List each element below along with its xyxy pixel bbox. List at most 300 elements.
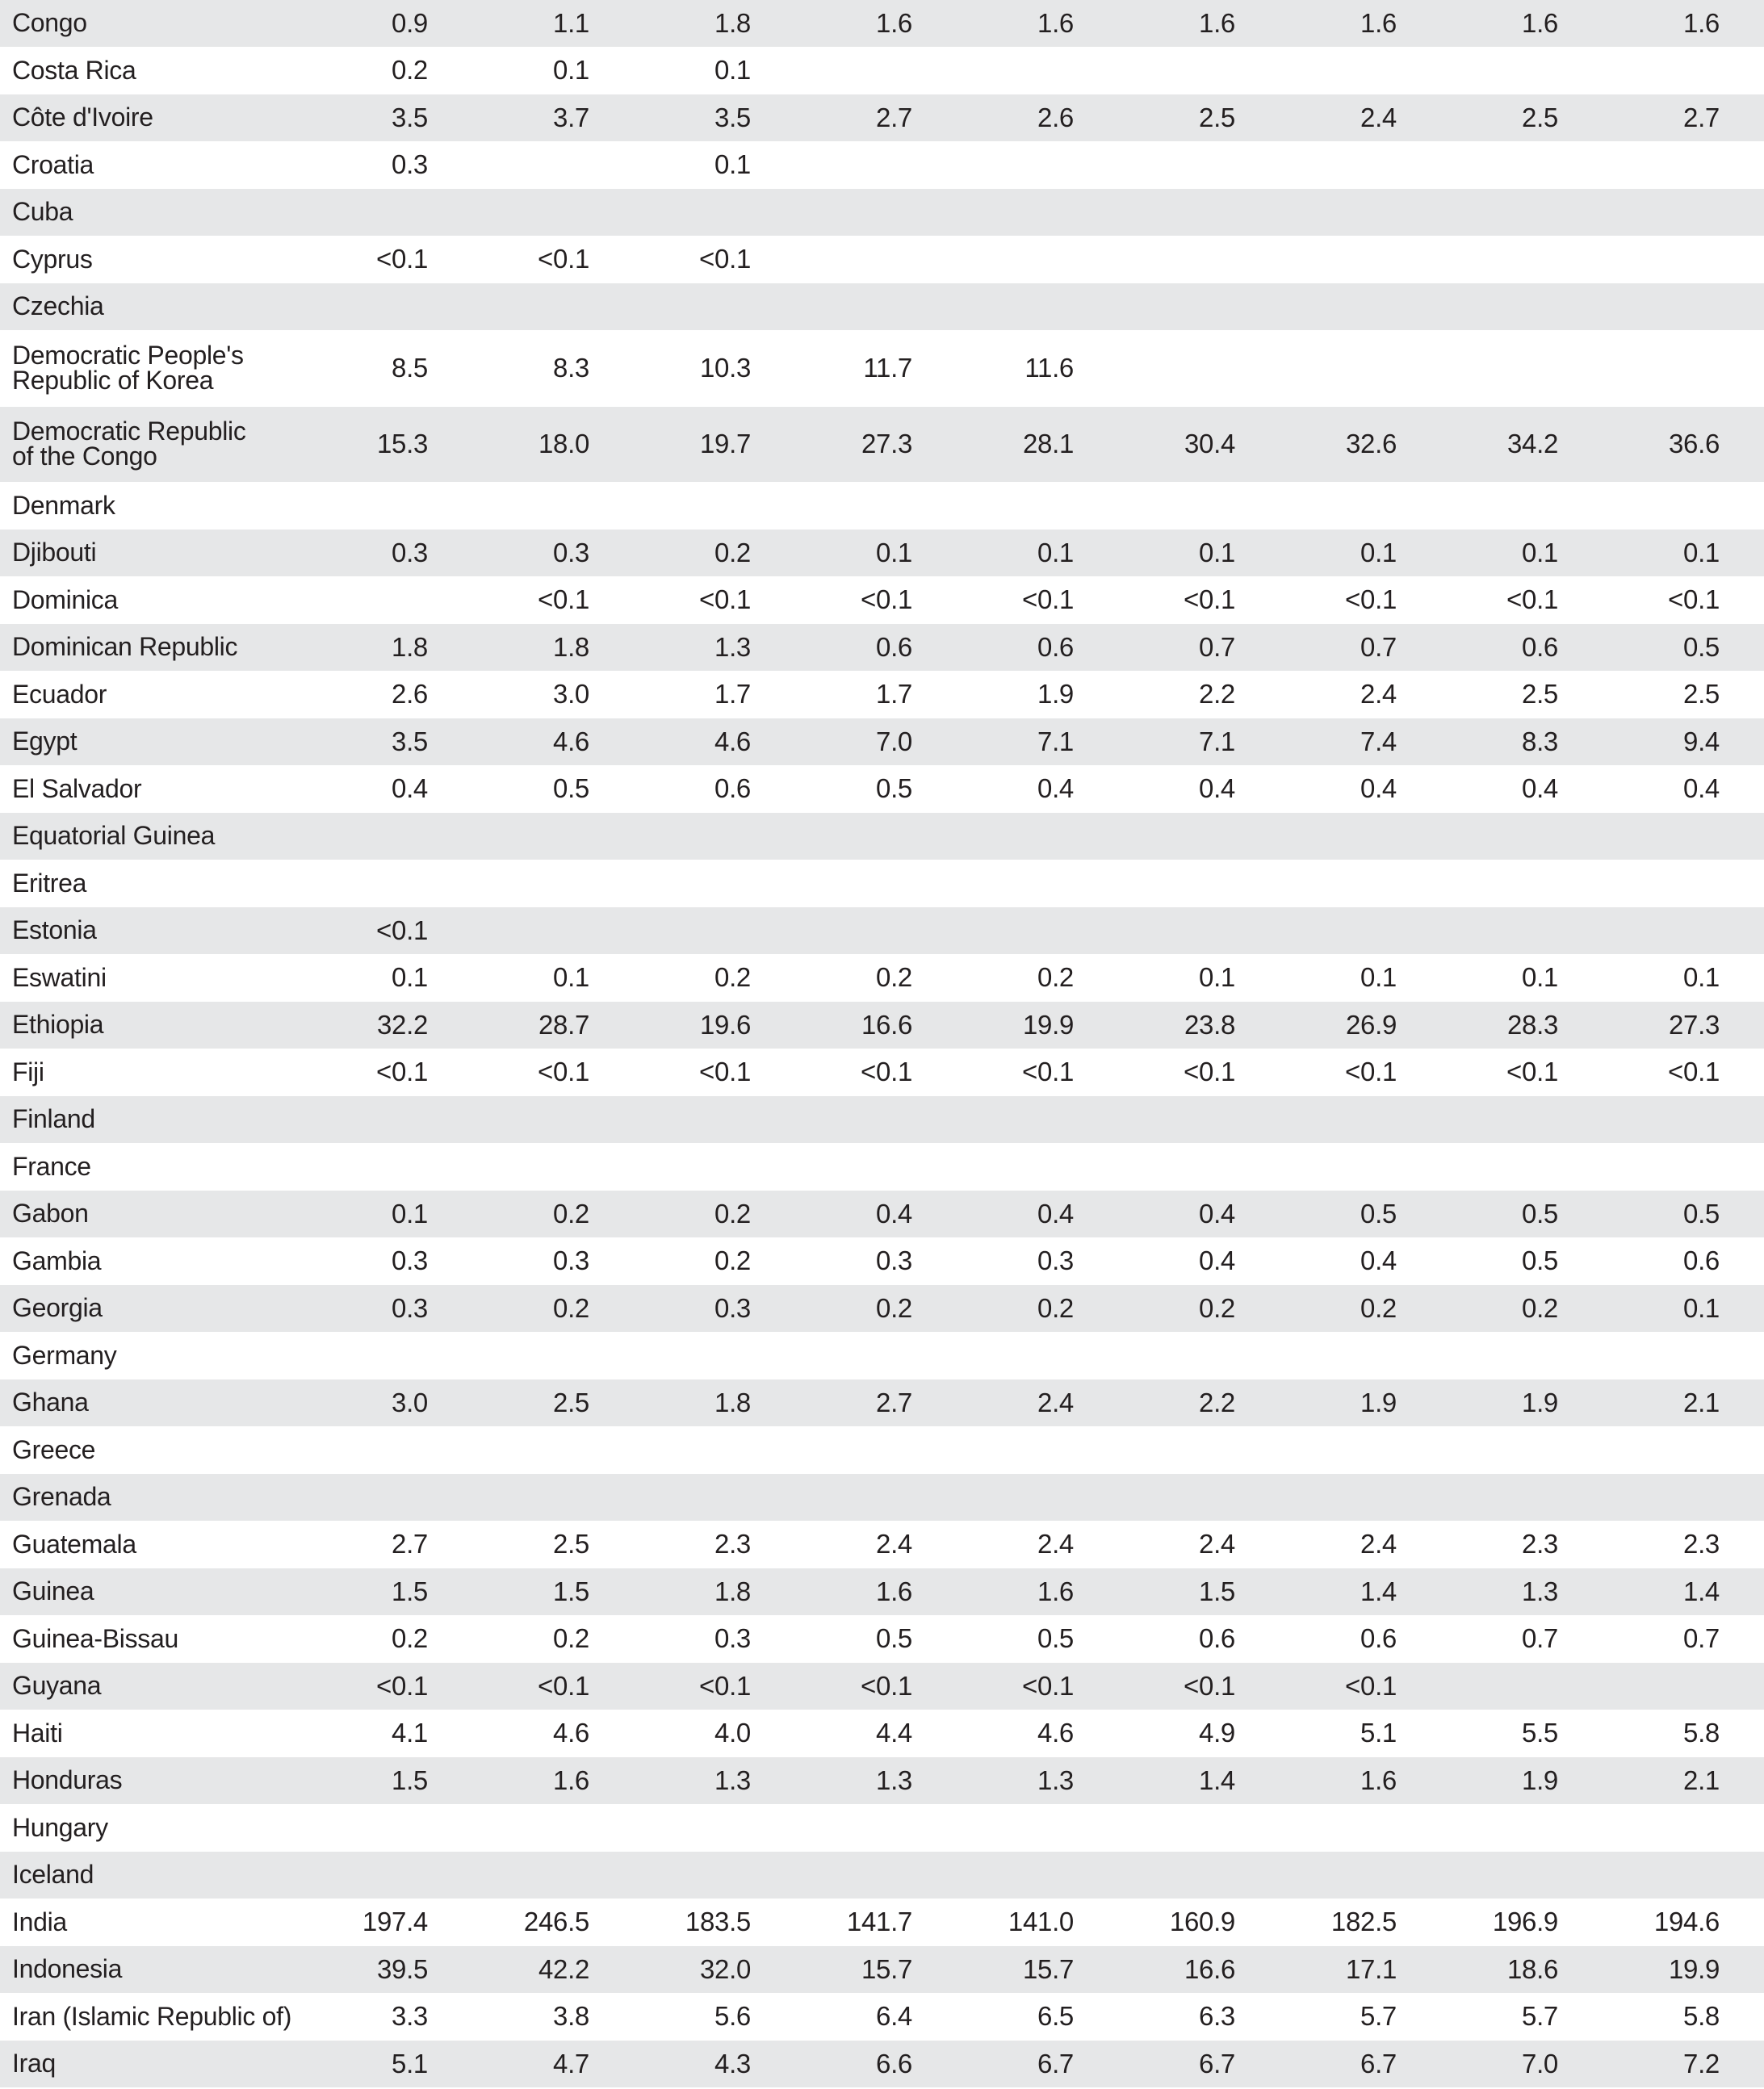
value-cell: 1.6: [1360, 1765, 1397, 1795]
value-cell: 30.4: [1184, 429, 1235, 458]
value-cell: <0.1: [861, 1670, 912, 1701]
value-cell: 4.6: [1037, 1718, 1074, 1748]
country-cell: Croatia: [12, 149, 94, 179]
value-cell: 2.5: [1199, 102, 1235, 132]
value-cell: 0.6: [1683, 1245, 1720, 1276]
value-cell: 1.9: [1360, 1387, 1397, 1417]
value-cell: 4.4: [876, 1718, 912, 1748]
value-cell: 0.6: [714, 773, 751, 804]
value-cell: 0.1: [392, 1198, 428, 1229]
table-row: [0, 1805, 1764, 1852]
value-cell: [1397, 907, 1558, 954]
value-cell: [428, 1474, 589, 1521]
value-cell: 141.0: [1008, 1907, 1074, 1937]
value-cell: <0.1: [1506, 584, 1558, 615]
value-cell: 32.6: [1345, 429, 1397, 458]
value-cell: <0.1: [1668, 1057, 1720, 1087]
value-cell: 4.9: [1199, 1718, 1235, 1748]
value-cell: [589, 860, 751, 907]
value-cell: 2.5: [553, 1387, 589, 1417]
value-cell: [266, 189, 428, 236]
value-cell: [589, 1333, 751, 1379]
table-row: [0, 672, 1764, 719]
value-cell: [912, 189, 1074, 236]
value-cell: 5.8: [1683, 1718, 1720, 1748]
value-cell: [1558, 1333, 1720, 1379]
value-cell: 0.1: [1037, 537, 1074, 567]
value-cell: 0.5: [876, 1623, 912, 1654]
country-cell: Democratic People's Republic of Korea: [12, 341, 244, 395]
value-cell: [912, 860, 1074, 907]
value-cell: 0.1: [1683, 962, 1720, 993]
value-cell: [266, 1852, 428, 1899]
value-cell: [266, 1333, 428, 1379]
value-cell: [1074, 1474, 1235, 1521]
value-cell: 19.9: [1022, 1009, 1074, 1040]
value-cell: 3.0: [553, 679, 589, 710]
table-row: [0, 766, 1764, 814]
value-cell: <0.1: [699, 1670, 751, 1701]
value-cell: 0.5: [1522, 1245, 1558, 1276]
country-cell: Denmark: [12, 490, 115, 520]
country-cell: Haiti: [12, 1718, 63, 1748]
value-cell: <0.1: [1345, 1670, 1397, 1701]
value-cell: [589, 1144, 751, 1191]
value-cell: 10.3: [699, 353, 751, 383]
value-cell: 0.4: [1360, 1245, 1397, 1276]
value-cell: 2.1: [1683, 1387, 1720, 1417]
value-cell: [751, 237, 912, 283]
value-cell: 15.3: [376, 429, 428, 458]
value-cell: [428, 1144, 589, 1191]
value-cell: 1.3: [1522, 1576, 1558, 1606]
value-cell: 5.1: [392, 2048, 428, 2079]
value-cell: 0.7: [1683, 1623, 1720, 1654]
value-cell: [1235, 1852, 1397, 1899]
value-cell: 1.3: [876, 1765, 912, 1795]
value-cell: [1397, 331, 1558, 406]
value-cell: 0.2: [876, 1292, 912, 1323]
value-cell: 0.2: [714, 537, 751, 567]
value-cell: 0.3: [392, 1245, 428, 1276]
value-cell: [912, 1096, 1074, 1143]
value-cell: <0.1: [376, 1057, 428, 1087]
value-cell: 1.3: [1037, 1765, 1074, 1795]
table-row: [0, 1522, 1764, 1569]
value-cell: 27.3: [861, 429, 912, 458]
table-row: [0, 237, 1764, 284]
value-cell: 1.8: [714, 1576, 751, 1606]
value-cell: <0.1: [538, 1670, 589, 1701]
value-cell: 2.3: [1683, 1529, 1720, 1559]
country-cell: Cyprus: [12, 244, 93, 274]
value-cell: [1074, 860, 1235, 907]
value-cell: [1558, 1663, 1720, 1710]
value-cell: [1074, 1805, 1235, 1852]
value-cell: 194.6: [1653, 1907, 1720, 1937]
value-cell: [1558, 1427, 1720, 1474]
value-cell: [589, 907, 751, 954]
value-cell: 0.3: [714, 1292, 751, 1323]
country-cell: Iceland: [12, 1860, 94, 1890]
value-cell: [1235, 907, 1397, 954]
value-cell: [751, 48, 912, 94]
country-cell: Germany: [12, 1340, 117, 1370]
value-cell: 0.1: [876, 537, 912, 567]
value-cell: [1397, 1333, 1558, 1379]
value-cell: 0.6: [1360, 1623, 1397, 1654]
value-cell: 0.2: [392, 55, 428, 86]
table-row: [0, 1852, 1764, 1899]
value-cell: 0.4: [1037, 773, 1074, 804]
value-cell: 0.6: [1199, 1623, 1235, 1654]
value-cell: 0.3: [1037, 1245, 1074, 1276]
value-cell: 0.3: [553, 537, 589, 567]
value-cell: 0.4: [876, 1198, 912, 1229]
value-cell: 23.8: [1184, 1009, 1235, 1040]
value-cell: 0.5: [553, 773, 589, 804]
value-cell: [1235, 331, 1397, 406]
value-cell: 4.3: [714, 2048, 751, 2079]
country-cell: Czechia: [12, 291, 104, 321]
value-cell: [1397, 142, 1558, 189]
value-cell: [751, 1474, 912, 1521]
value-cell: 0.4: [1522, 773, 1558, 804]
country-cell: Honduras: [12, 1765, 123, 1795]
value-cell: [428, 1427, 589, 1474]
value-cell: [1074, 283, 1235, 330]
value-cell: [1397, 483, 1558, 530]
value-cell: 6.7: [1360, 2048, 1397, 2079]
value-cell: [1235, 1333, 1397, 1379]
value-cell: [589, 1805, 751, 1852]
value-cell: 1.8: [392, 631, 428, 662]
value-cell: [1235, 237, 1397, 283]
table-row: [0, 1096, 1764, 1144]
value-cell: [751, 483, 912, 530]
value-cell: [266, 860, 428, 907]
value-cell: 0.3: [392, 1292, 428, 1323]
value-cell: 2.7: [876, 1387, 912, 1417]
value-cell: 5.5: [1522, 1718, 1558, 1748]
country-cell: Dominican Republic: [12, 632, 238, 662]
value-cell: 6.7: [1199, 2048, 1235, 2079]
value-cell: [1235, 283, 1397, 330]
value-cell: 36.6: [1668, 429, 1720, 458]
value-cell: 0.7: [1360, 631, 1397, 662]
value-cell: 4.1: [392, 1718, 428, 1748]
value-cell: 28.7: [538, 1009, 589, 1040]
country-cell: Ethiopia: [12, 1010, 104, 1040]
value-cell: [1397, 813, 1558, 860]
value-cell: 1.6: [1199, 7, 1235, 38]
table-row: [0, 907, 1764, 955]
value-cell: 0.2: [553, 1623, 589, 1654]
value-cell: [1074, 237, 1235, 283]
value-cell: [1235, 1144, 1397, 1191]
value-cell: 28.1: [1022, 429, 1074, 458]
table-row: [0, 1191, 1764, 1238]
table-row: [0, 483, 1764, 530]
value-cell: 39.5: [376, 1953, 428, 1984]
value-cell: 1.1: [553, 7, 589, 38]
value-cell: 5.7: [1522, 2001, 1558, 2032]
value-cell: [912, 1474, 1074, 1521]
value-cell: 8.3: [553, 353, 589, 383]
value-cell: 1.6: [1683, 7, 1720, 38]
value-cell: [751, 142, 912, 189]
value-cell: [428, 142, 589, 189]
value-cell: [1558, 860, 1720, 907]
value-cell: 0.2: [1199, 1292, 1235, 1323]
table-row: [0, 1427, 1764, 1475]
value-cell: [589, 1427, 751, 1474]
value-cell: <0.1: [1184, 1057, 1235, 1087]
value-cell: [912, 142, 1074, 189]
value-cell: 1.6: [876, 7, 912, 38]
country-cell: India: [12, 1907, 67, 1936]
value-cell: 197.4: [362, 1907, 428, 1937]
value-cell: 1.3: [714, 631, 751, 662]
value-cell: 0.5: [1683, 631, 1720, 662]
value-cell: 4.7: [553, 2048, 589, 2079]
table-row: [0, 1663, 1764, 1710]
value-cell: <0.1: [1184, 584, 1235, 615]
value-cell: 0.2: [392, 1623, 428, 1654]
value-cell: [912, 1852, 1074, 1899]
value-cell: <0.1: [538, 244, 589, 274]
value-cell: 16.6: [1184, 1953, 1235, 1984]
value-cell: 2.1: [1683, 1765, 1720, 1795]
value-cell: 34.2: [1506, 429, 1558, 458]
value-cell: 11.6: [1024, 353, 1074, 383]
value-cell: 0.1: [1199, 962, 1235, 993]
value-cell: 15.7: [1022, 1953, 1074, 1984]
value-cell: 0.2: [1037, 1292, 1074, 1323]
value-cell: 0.5: [1522, 1198, 1558, 1229]
value-cell: [751, 860, 912, 907]
table-row: [0, 1616, 1764, 1664]
value-cell: 3.0: [392, 1387, 428, 1417]
value-cell: <0.1: [1022, 1057, 1074, 1087]
value-cell: 246.5: [523, 1907, 589, 1937]
value-cell: 6.4: [876, 2001, 912, 2032]
value-cell: 1.9: [1522, 1387, 1558, 1417]
value-cell: [912, 237, 1074, 283]
table-row: [0, 955, 1764, 1003]
value-cell: 1.7: [876, 679, 912, 710]
value-cell: 0.4: [1037, 1198, 1074, 1229]
value-cell: 0.7: [1199, 631, 1235, 662]
value-cell: [428, 1805, 589, 1852]
table-row: [0, 0, 1764, 48]
value-cell: 2.4: [876, 1529, 912, 1559]
country-cell: Guyana: [12, 1671, 102, 1701]
value-cell: [266, 1427, 428, 1474]
value-cell: 0.5: [1360, 1198, 1397, 1229]
value-cell: [1074, 1333, 1235, 1379]
value-cell: 0.3: [392, 537, 428, 567]
value-cell: 0.1: [1360, 537, 1397, 567]
value-cell: [1235, 142, 1397, 189]
value-cell: 1.6: [553, 1765, 589, 1795]
table-row: [0, 577, 1764, 625]
value-cell: [1558, 283, 1720, 330]
value-cell: 26.9: [1345, 1009, 1397, 1040]
value-cell: 4.0: [714, 1718, 751, 1748]
country-cell: Dominica: [12, 584, 118, 614]
value-cell: [751, 1427, 912, 1474]
value-cell: [589, 1852, 751, 1899]
value-cell: 0.5: [876, 773, 912, 804]
country-cell: Grenada: [12, 1482, 111, 1512]
value-cell: [751, 813, 912, 860]
value-cell: 183.5: [685, 1907, 751, 1937]
value-cell: 0.1: [1199, 537, 1235, 567]
value-cell: 7.0: [876, 726, 912, 756]
table-row: [0, 142, 1764, 190]
value-cell: 0.4: [392, 773, 428, 804]
value-cell: [751, 907, 912, 954]
value-cell: 15.7: [861, 1953, 912, 1984]
value-cell: <0.1: [1022, 584, 1074, 615]
value-cell: <0.1: [1668, 584, 1720, 615]
country-cell: Hungary: [12, 1812, 108, 1842]
country-cell: Finland: [12, 1104, 95, 1134]
value-cell: 0.3: [714, 1623, 751, 1654]
country-cell: Fiji: [12, 1057, 44, 1086]
value-cell: <0.1: [861, 1057, 912, 1087]
country-cell: Iraq: [12, 2049, 56, 2079]
table-row: [0, 1474, 1764, 1522]
value-cell: [1074, 331, 1235, 406]
value-cell: 0.1: [553, 962, 589, 993]
value-cell: 0.4: [1199, 1245, 1235, 1276]
value-cell: [751, 1333, 912, 1379]
value-cell: 1.5: [553, 1576, 589, 1606]
country-cell: Estonia: [12, 915, 97, 945]
value-cell: 2.5: [1522, 679, 1558, 710]
table-row: [0, 1994, 1764, 2041]
value-cell: 196.9: [1492, 1907, 1558, 1937]
country-cell: Egypt: [12, 726, 78, 756]
value-cell: [589, 283, 751, 330]
value-cell: 5.7: [1360, 2001, 1397, 2032]
value-cell: <0.1: [699, 244, 751, 274]
value-cell: [1397, 1852, 1558, 1899]
value-cell: [912, 1427, 1074, 1474]
value-cell: [428, 860, 589, 907]
value-cell: 0.5: [1037, 1623, 1074, 1654]
value-cell: 2.4: [1360, 1529, 1397, 1559]
country-cell: Eswatini: [12, 962, 107, 992]
value-cell: [266, 483, 428, 530]
country-cell: Côte d'Ivoire: [12, 103, 153, 132]
value-cell: [266, 1144, 428, 1191]
table-row: [0, 1049, 1764, 1097]
value-cell: [1235, 1805, 1397, 1852]
value-cell: 1.7: [714, 679, 751, 710]
value-cell: [751, 1805, 912, 1852]
table-row: [0, 813, 1764, 860]
value-cell: 7.2: [1683, 2048, 1720, 2079]
value-cell: [266, 1805, 428, 1852]
value-cell: 0.5: [1683, 1198, 1720, 1229]
value-cell: [1235, 1096, 1397, 1143]
value-cell: 0.1: [714, 149, 751, 180]
value-cell: 0.1: [1683, 537, 1720, 567]
value-cell: 0.1: [1522, 962, 1558, 993]
value-cell: [1235, 189, 1397, 236]
value-cell: 7.4: [1360, 726, 1397, 756]
value-cell: [1558, 331, 1720, 406]
country-cell: Greece: [12, 1434, 96, 1464]
value-cell: [1558, 1096, 1720, 1143]
value-cell: 1.4: [1199, 1765, 1235, 1795]
value-cell: [1558, 48, 1720, 94]
value-cell: [428, 907, 589, 954]
value-cell: 2.4: [1199, 1529, 1235, 1559]
value-cell: [1397, 1427, 1558, 1474]
country-cell: Djibouti: [12, 538, 97, 567]
value-cell: 1.4: [1360, 1576, 1397, 1606]
table-row: [0, 94, 1764, 142]
value-cell: [1074, 142, 1235, 189]
value-cell: [751, 189, 912, 236]
value-cell: 1.8: [714, 7, 751, 38]
table-row: [0, 1568, 1764, 1616]
value-cell: 0.4: [1199, 773, 1235, 804]
value-cell: 4.6: [714, 726, 751, 756]
country-cell: Gabon: [12, 1199, 89, 1229]
value-cell: 17.1: [1345, 1953, 1397, 1984]
value-cell: 2.5: [1522, 102, 1558, 132]
table-row: [0, 624, 1764, 672]
value-cell: <0.1: [1345, 584, 1397, 615]
value-cell: [428, 1333, 589, 1379]
value-cell: 0.1: [392, 962, 428, 993]
value-cell: 2.4: [1360, 102, 1397, 132]
value-cell: 141.7: [846, 1907, 912, 1937]
value-cell: 1.6: [1522, 7, 1558, 38]
value-cell: [1558, 1144, 1720, 1191]
value-cell: 7.1: [1037, 726, 1074, 756]
value-cell: 11.7: [863, 353, 912, 383]
value-cell: [1074, 1096, 1235, 1143]
value-cell: 0.1: [1522, 537, 1558, 567]
value-cell: 3.5: [392, 102, 428, 132]
value-cell: [1397, 1096, 1558, 1143]
table-row: [0, 530, 1764, 577]
value-cell: 0.1: [714, 55, 751, 86]
value-cell: [1397, 1663, 1558, 1710]
value-cell: 1.6: [1360, 7, 1397, 38]
value-cell: 27.3: [1668, 1009, 1720, 1040]
country-cell: Guinea: [12, 1576, 94, 1606]
value-cell: [428, 1096, 589, 1143]
value-cell: <0.1: [1506, 1057, 1558, 1087]
table-row: [0, 1238, 1764, 1286]
value-cell: [1397, 1144, 1558, 1191]
value-cell: 0.7: [1522, 1623, 1558, 1654]
value-cell: [1558, 189, 1720, 236]
table-row: [0, 1144, 1764, 1191]
table-row: [0, 1002, 1764, 1049]
value-cell: 0.6: [1522, 631, 1558, 662]
value-cell: [1558, 813, 1720, 860]
value-cell: 6.6: [876, 2048, 912, 2079]
value-cell: 0.2: [714, 1198, 751, 1229]
